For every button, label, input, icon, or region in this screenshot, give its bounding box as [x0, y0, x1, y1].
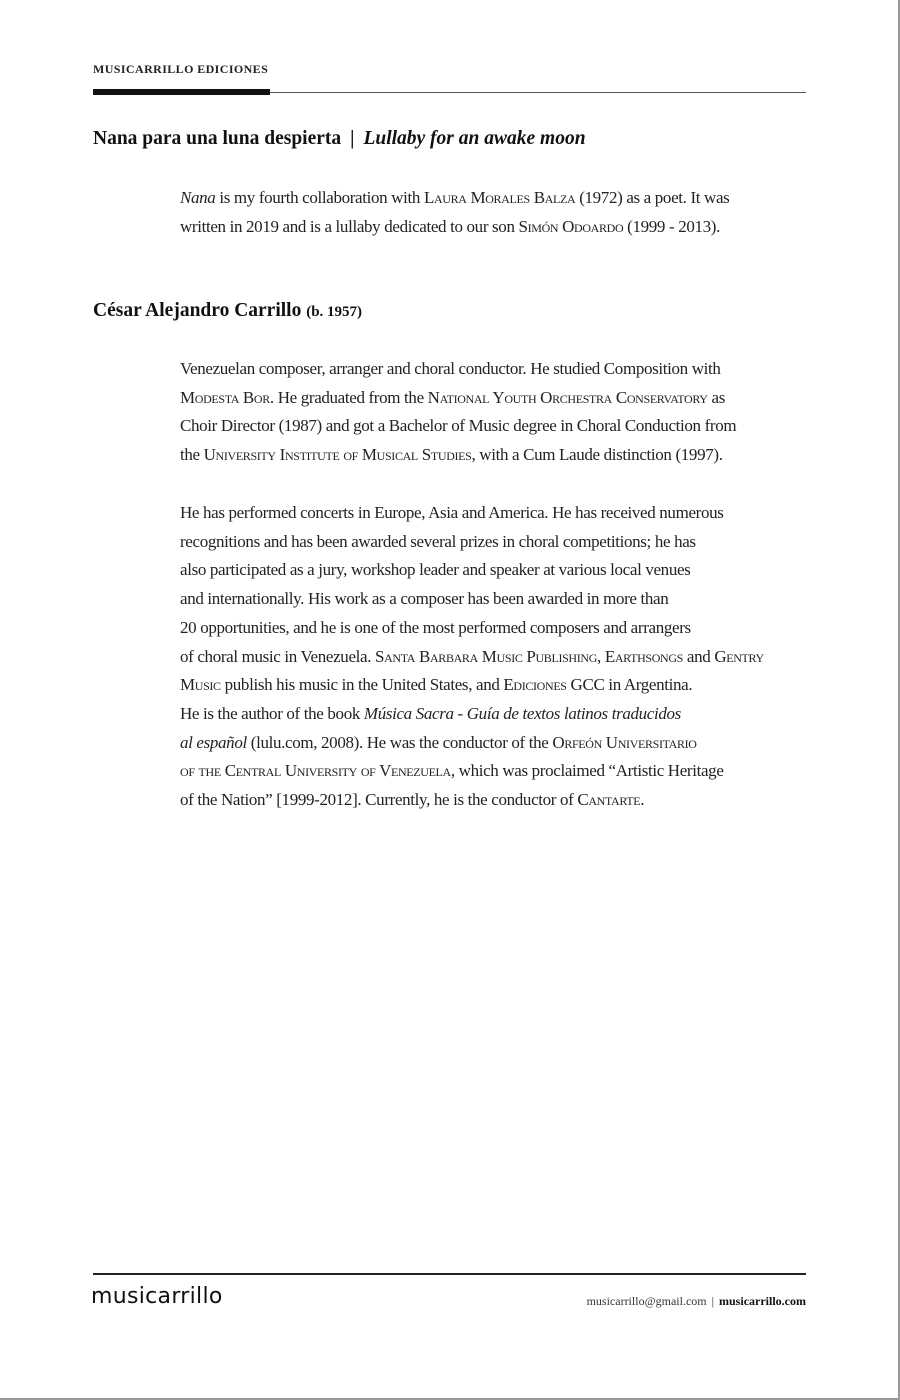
composer-heading — [93, 300, 362, 322]
publisher-header: MUSICARRILLO EDICIONES — [93, 62, 269, 76]
footer-rule — [93, 1273, 806, 1275]
text-line: Venezuelan composer, arranger and choral conductor. He studied Composition with — [180, 359, 721, 378]
footer-contact — [587, 1294, 806, 1309]
text-line: He has performed concerts in Europe, Asia and America. He has received numerous — [180, 503, 724, 522]
text-line: and internationally. His work as a composer has been awarded in more than — [180, 589, 669, 609]
text-line: of choral music in Venezuela. Santa Barbara Music Publishing, Earthsongs and Gentry — [180, 646, 764, 666]
text-line: of the Nation” [1999-2012]. Currently, he is the conductor of Cantarte. — [180, 790, 645, 810]
text-line: Choir Director (1987) and got a Bachelor of Music degree in Choral Conduction from — [180, 416, 737, 436]
header-rule-accent — [93, 89, 270, 95]
footer-separator: | — [711, 1294, 715, 1308]
composer-years: (b. 1957) — [306, 304, 363, 320]
text-line: Modesta Bor. He graduated from the National Youth Orchestra Conservatory as — [180, 387, 726, 407]
text-line: Nana is my fourth collaboration with Laura Morales Balza (1972) as a poet. It was — [180, 188, 730, 207]
work-title-english: Lullaby for an awake moon — [363, 128, 586, 149]
text-line: Music publish his music in the United States, and Ediciones GCC in Argentina. — [180, 675, 693, 695]
text-line: al español (lulu.com, 2008). He was the conductor of the Orfeón Universitario — [180, 732, 697, 752]
text-line: 20 opportunities, and he is one of the most performed composers and arrangers — [180, 617, 691, 637]
composer-name: César Alejandro Carrillo — [93, 300, 302, 321]
work-name-italic: Nana — [180, 188, 216, 207]
footer-website[interactable]: musicarrillo.com — [719, 1294, 806, 1308]
text-line: the University Institute of Musical Studies, with a Cum Laude distinction (1997). — [180, 445, 723, 465]
work-title-spanish: Nana para una luna despierta — [93, 128, 342, 149]
title-separator: | — [350, 128, 355, 149]
biography-paragraph-1 — [180, 355, 812, 470]
text-line: He is the author of the book Música Sacra - Guía de textos latinos traducidos — [180, 703, 681, 723]
text-line: recognitions and has been awarded several prizes in choral competitions; he has — [180, 531, 696, 551]
footer-email[interactable]: musicarrillo@gmail.com — [586, 1294, 707, 1308]
text-line: written in 2019 and is a lullaby dedicated to our son Simón Odoardo (1999 - 2013). — [180, 216, 720, 236]
work-description — [180, 184, 812, 241]
musicarrillo-logo: musicarrillo — [91, 1284, 223, 1309]
text-line: of the Central University of Venezuela, which was proclaimed “Artistic Heritage — [180, 761, 724, 781]
book-title: al español — [180, 732, 247, 752]
book-title: Música Sacra - Guía de textos latinos traducidos — [363, 703, 681, 723]
poet-name: Laura Morales Balza — [423, 188, 576, 207]
biography-paragraph-2 — [180, 499, 812, 815]
text-line: also participated as a jury, workshop leader and speaker at various local venues — [180, 560, 691, 580]
work-title — [93, 128, 586, 150]
dedicatee-name: Simón Odoardo — [518, 216, 624, 236]
